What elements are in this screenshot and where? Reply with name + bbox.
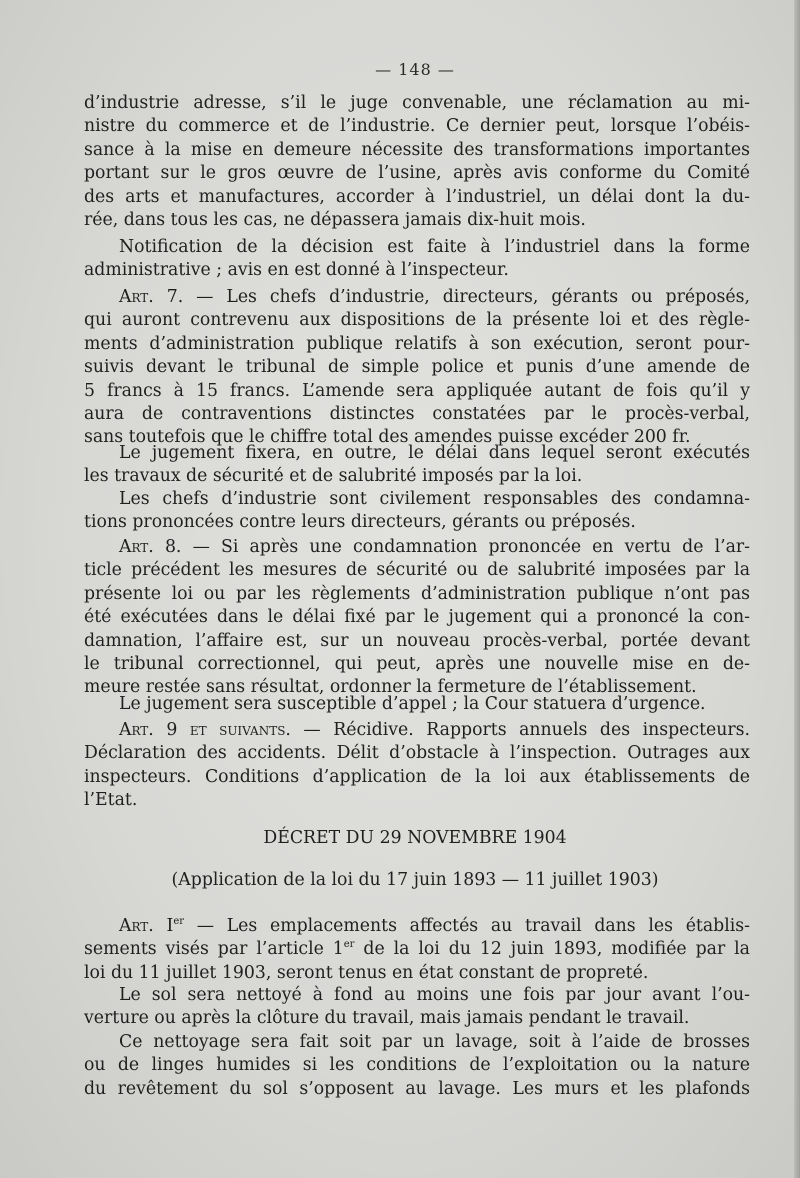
article-text: — Récidive. Rapports annuels des inspecteurs. — [290, 720, 750, 740]
page-number: — 148 — — [375, 60, 455, 79]
text-line: sance à la mise en demeure nécessite des transformations importantes — [84, 139, 750, 160]
text-line: damnation, l’affaire est, sur un nouveau procès-verbal, portée devant — [84, 630, 750, 651]
text-line: les travaux de sécurité et de salubrité imposés par la loi. — [84, 466, 583, 487]
text-line — [84, 719, 750, 742]
text-line: Le jugement fixera, en outre, le délai dans lequel seront exécutés — [119, 443, 750, 463]
decree-subtitle: (Application de la loi du 17 juin 1893 — 11 juillet 1903) — [171, 870, 659, 890]
text-line: ticle précédent les mesures de sécurité ou de salubrité imposées par la — [84, 560, 750, 581]
text-line: inspecteurs. Conditions d’application de la loi aux établissements de — [84, 766, 750, 787]
article-7 — [84, 286, 750, 450]
page-edge-shadow — [794, 0, 800, 1178]
text-line — [84, 938, 750, 961]
text-line: rée, dans tous les cas, ne dépassera jamais dix-huit mois. — [84, 209, 586, 230]
text-line: l’Etat. — [84, 790, 138, 811]
paragraph-responsabilite — [84, 488, 750, 535]
text-line: tions prononcées contre leurs directeurs, gérants ou préposés. — [84, 512, 636, 533]
text-line: Déclaration des accidents. Délit d’obstacle à l’inspection. Outrages aux — [84, 743, 750, 764]
text-line: été exécutées dans le délai fixé par le jugement qui a prononcé la con- — [84, 607, 750, 628]
paragraph-notification — [84, 236, 750, 283]
text-line: Les chefs d’industrie sont civilement responsables des condamna- — [119, 489, 750, 509]
paragraph-sol — [84, 984, 750, 1031]
text-line: d’industrie adresse, s’il le juge convenable, une réclamation au mi- — [84, 93, 750, 113]
decree-title: DÉCRET DU 29 NOVEMBRE 1904 — [263, 828, 567, 848]
article-label: Art. 9 et suivants. — [119, 720, 291, 740]
text-line: meure restée sans résultat, ordonner la fermeture de l’établissement. — [84, 677, 697, 698]
text-line: Le jugement sera susceptible d’appel ; la Cour statuera d’urgence. — [119, 694, 706, 714]
text-line: 5 francs à 15 francs. L’amende sera appliquée autant de fois qu’il y — [84, 380, 750, 401]
text-line: verture ou après la clôture du travail, mais jamais pendant le travail. — [84, 1008, 690, 1029]
text-line: des arts et manufactures, accorder à l’industriel, un délai dont la du- — [84, 186, 750, 207]
article-label: Art. I — [119, 916, 174, 936]
text-line: Notification de la décision est faite à l’industriel dans la forme — [119, 237, 750, 257]
text-line: Le sol sera nettoyé à fond au moins une fois par jour avant l’ou- — [119, 985, 750, 1005]
text-line: suivis devant le tribunal de simple police et punis d’une amende de — [84, 357, 750, 378]
text-line: sans toutefois que le chiffre total des amendes puisse excéder 200 fr. — [84, 427, 691, 448]
text-line: aura de contraventions distinctes constatées par le procès-verbal, — [84, 403, 750, 424]
text-line: ou de linges humides si les conditions de l’exploitation ou la nature — [84, 1055, 750, 1076]
article-text: de la loi du 12 juin 1893, modifiée par la — [354, 939, 750, 960]
text-line: ments d’administration publique relatifs à son exécution, seront pour- — [84, 333, 750, 354]
paragraph-nettoyage — [84, 1031, 750, 1101]
ordinal-superscript: er — [173, 916, 185, 928]
text-line: loi du 11 juillet 1903, seront tenus en état constant de propreté. — [84, 962, 649, 983]
paragraph-appel — [84, 693, 750, 716]
article-1 — [84, 915, 750, 985]
text-line: le tribunal correctionnel, qui peut, après une nouvelle mise en de- — [84, 653, 750, 674]
text-line: du revêtement du sol s’opposent au lavage. Les murs et les plafonds — [84, 1078, 750, 1099]
ordinal-superscript: er — [343, 939, 355, 951]
article-label: Art. 7. — [119, 287, 184, 307]
text-line — [84, 915, 750, 938]
article-text: — Si après une condamnation prononcée en vertu de l’ar- — [181, 537, 750, 557]
text-line — [84, 536, 750, 559]
text-line — [84, 286, 750, 309]
text-line: Ce nettoyage sera fait soit par un lavage, soit à l’aide de brosses — [119, 1032, 750, 1052]
article-8 — [84, 536, 750, 700]
text-line: nistre du commerce et de l’industrie. Ce dernier peut, lorsque l’obéis- — [84, 116, 750, 137]
paragraph-jugement — [84, 442, 750, 489]
article-label: Art. 8. — [119, 537, 182, 557]
text-line: administrative ; avis en est donné à l’inspecteur. — [84, 260, 509, 281]
article-text: — Les chefs d’industrie, directeurs, gérants ou préposés, — [183, 287, 750, 307]
article-text: sements visés par l’article 1 — [84, 939, 344, 960]
text-line: portant sur le gros œuvre de l’usine, après avis conforme du Comité — [84, 163, 750, 184]
article-9 — [84, 719, 750, 813]
article-text: — Les emplacements affectés au travail dans les établis- — [184, 916, 750, 936]
text-line: présente loi ou par les règlements d’administration publique n’ont pas — [84, 583, 750, 604]
text-line: qui auront contrevenu aux dispositions de la présente loi et des règle- — [84, 310, 750, 331]
paragraph-reclamation — [84, 92, 750, 232]
